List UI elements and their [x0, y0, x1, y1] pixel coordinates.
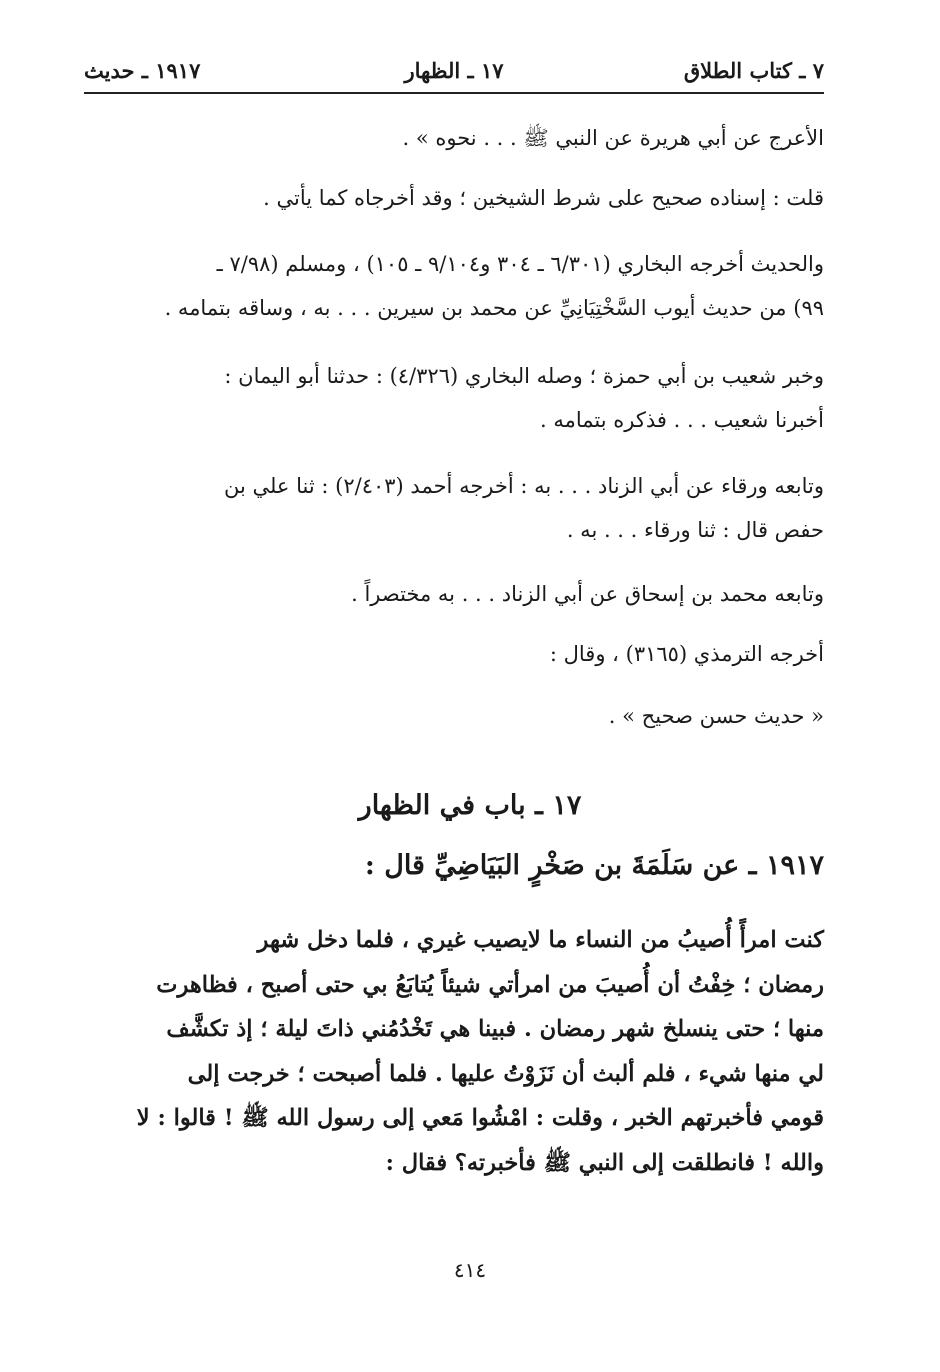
text-line: أخبرنا شعيب . . . فذكره بتمامه .: [540, 408, 824, 432]
paragraph-6: [351, 572, 824, 616]
paragraph-5: [82, 464, 824, 552]
hadith-line: لي منها شيء ، فلم ألبث أن نَزَوْتُ عليها . فلما أصبحت ؛ خرجت إلى: [187, 1060, 824, 1087]
hadith-text: [82, 918, 824, 1185]
running-head: [84, 58, 824, 92]
paragraph-2: [263, 176, 824, 220]
text-line: وتابعه محمد بن إسحاق عن أبي الزناد . . . به مختصراً .: [351, 582, 824, 606]
page-number: ٤١٤: [453, 1258, 487, 1282]
text-line: والحديث أخرجه البخاري (٦/٣٠١ ـ ٣٠٤ و٩/١٠٤ ـ ١٠٥) ، ومسلم (٧/٩٨ ـ: [216, 252, 824, 276]
hadith-line: رمضان ؛ خِفْتُ أن أُصيبَ من امرأتي شيئاً يُتابَعُ بي حتى أصبح ، فظاهرت: [156, 971, 824, 998]
text-line: وخبر شعيب بن أبي حمزة ؛ وصله البخاري (٤/٣٢٦) : حدثنا أبو اليمان :: [224, 364, 824, 388]
text-line: الأعرج عن أبي هريرة عن النبي ﷺ . . . نحوه » .: [402, 126, 824, 150]
running-head-hadith-number: ١٩١٧ ـ حديث: [84, 58, 201, 83]
text-line: ٩٩) من حديث أيوب السَّخْتِيَانِيِّ عن محمد بن سيرين . . . به ، وساقه بتمامه .: [164, 296, 824, 320]
paragraph-3: [82, 242, 824, 330]
header-rule: [84, 92, 824, 94]
text-line: قلت : إسناده صحيح على شرط الشيخين ؛ وقد أخرجاه كما يأتي .: [263, 186, 824, 210]
paragraph-7: [550, 632, 824, 676]
hadith-line: كنت امرأً أُصيبُ من النساء ما لايصيب غيري ، فلما دخل شهر: [257, 927, 824, 953]
text-line: « حديث حسن صحيح » .: [608, 704, 824, 728]
hadith-line: منها ؛ حتى ينسلخ شهر رمضان . فبينا هي تَخْدُمُني ذاتَ ليلة ؛ إذ تكشَّف: [166, 1016, 824, 1042]
hadith-line: قومي فأخبرتهم الخبر ، وقلت : امْشُوا مَعي إلى رسول الله ﷺ ! قالوا : لا: [136, 1105, 824, 1131]
hadith-heading: ١٩١٧ ـ عن سَلَمَةَ بن صَخْرٍ البَيَاضِيِّ قال :: [364, 850, 824, 881]
paragraph-4: [82, 354, 824, 442]
running-head-book: ٧ ـ كتاب الطلاق: [683, 58, 824, 83]
running-head-chapter: ١٧ ـ الظهار: [404, 58, 504, 83]
paragraph-8: [609, 694, 824, 738]
chapter-title: ١٧ ـ باب في الظهار: [358, 790, 582, 821]
paragraph-1: [403, 116, 824, 160]
text-line: أخرجه الترمذي (٣١٦٥) ، وقال :: [549, 642, 824, 666]
text-line: حفص قال : ثنا ورقاء . . . به .: [566, 518, 824, 542]
hadith-line: والله ! فانطلقت إلى النبي ﷺ فأخبرته؟ فقال :: [385, 1149, 824, 1176]
text-line: وتابعه ورقاء عن أبي الزناد . . . به : أخرجه أحمد (٢/٤٠٣) : ثنا علي بن: [223, 474, 824, 498]
